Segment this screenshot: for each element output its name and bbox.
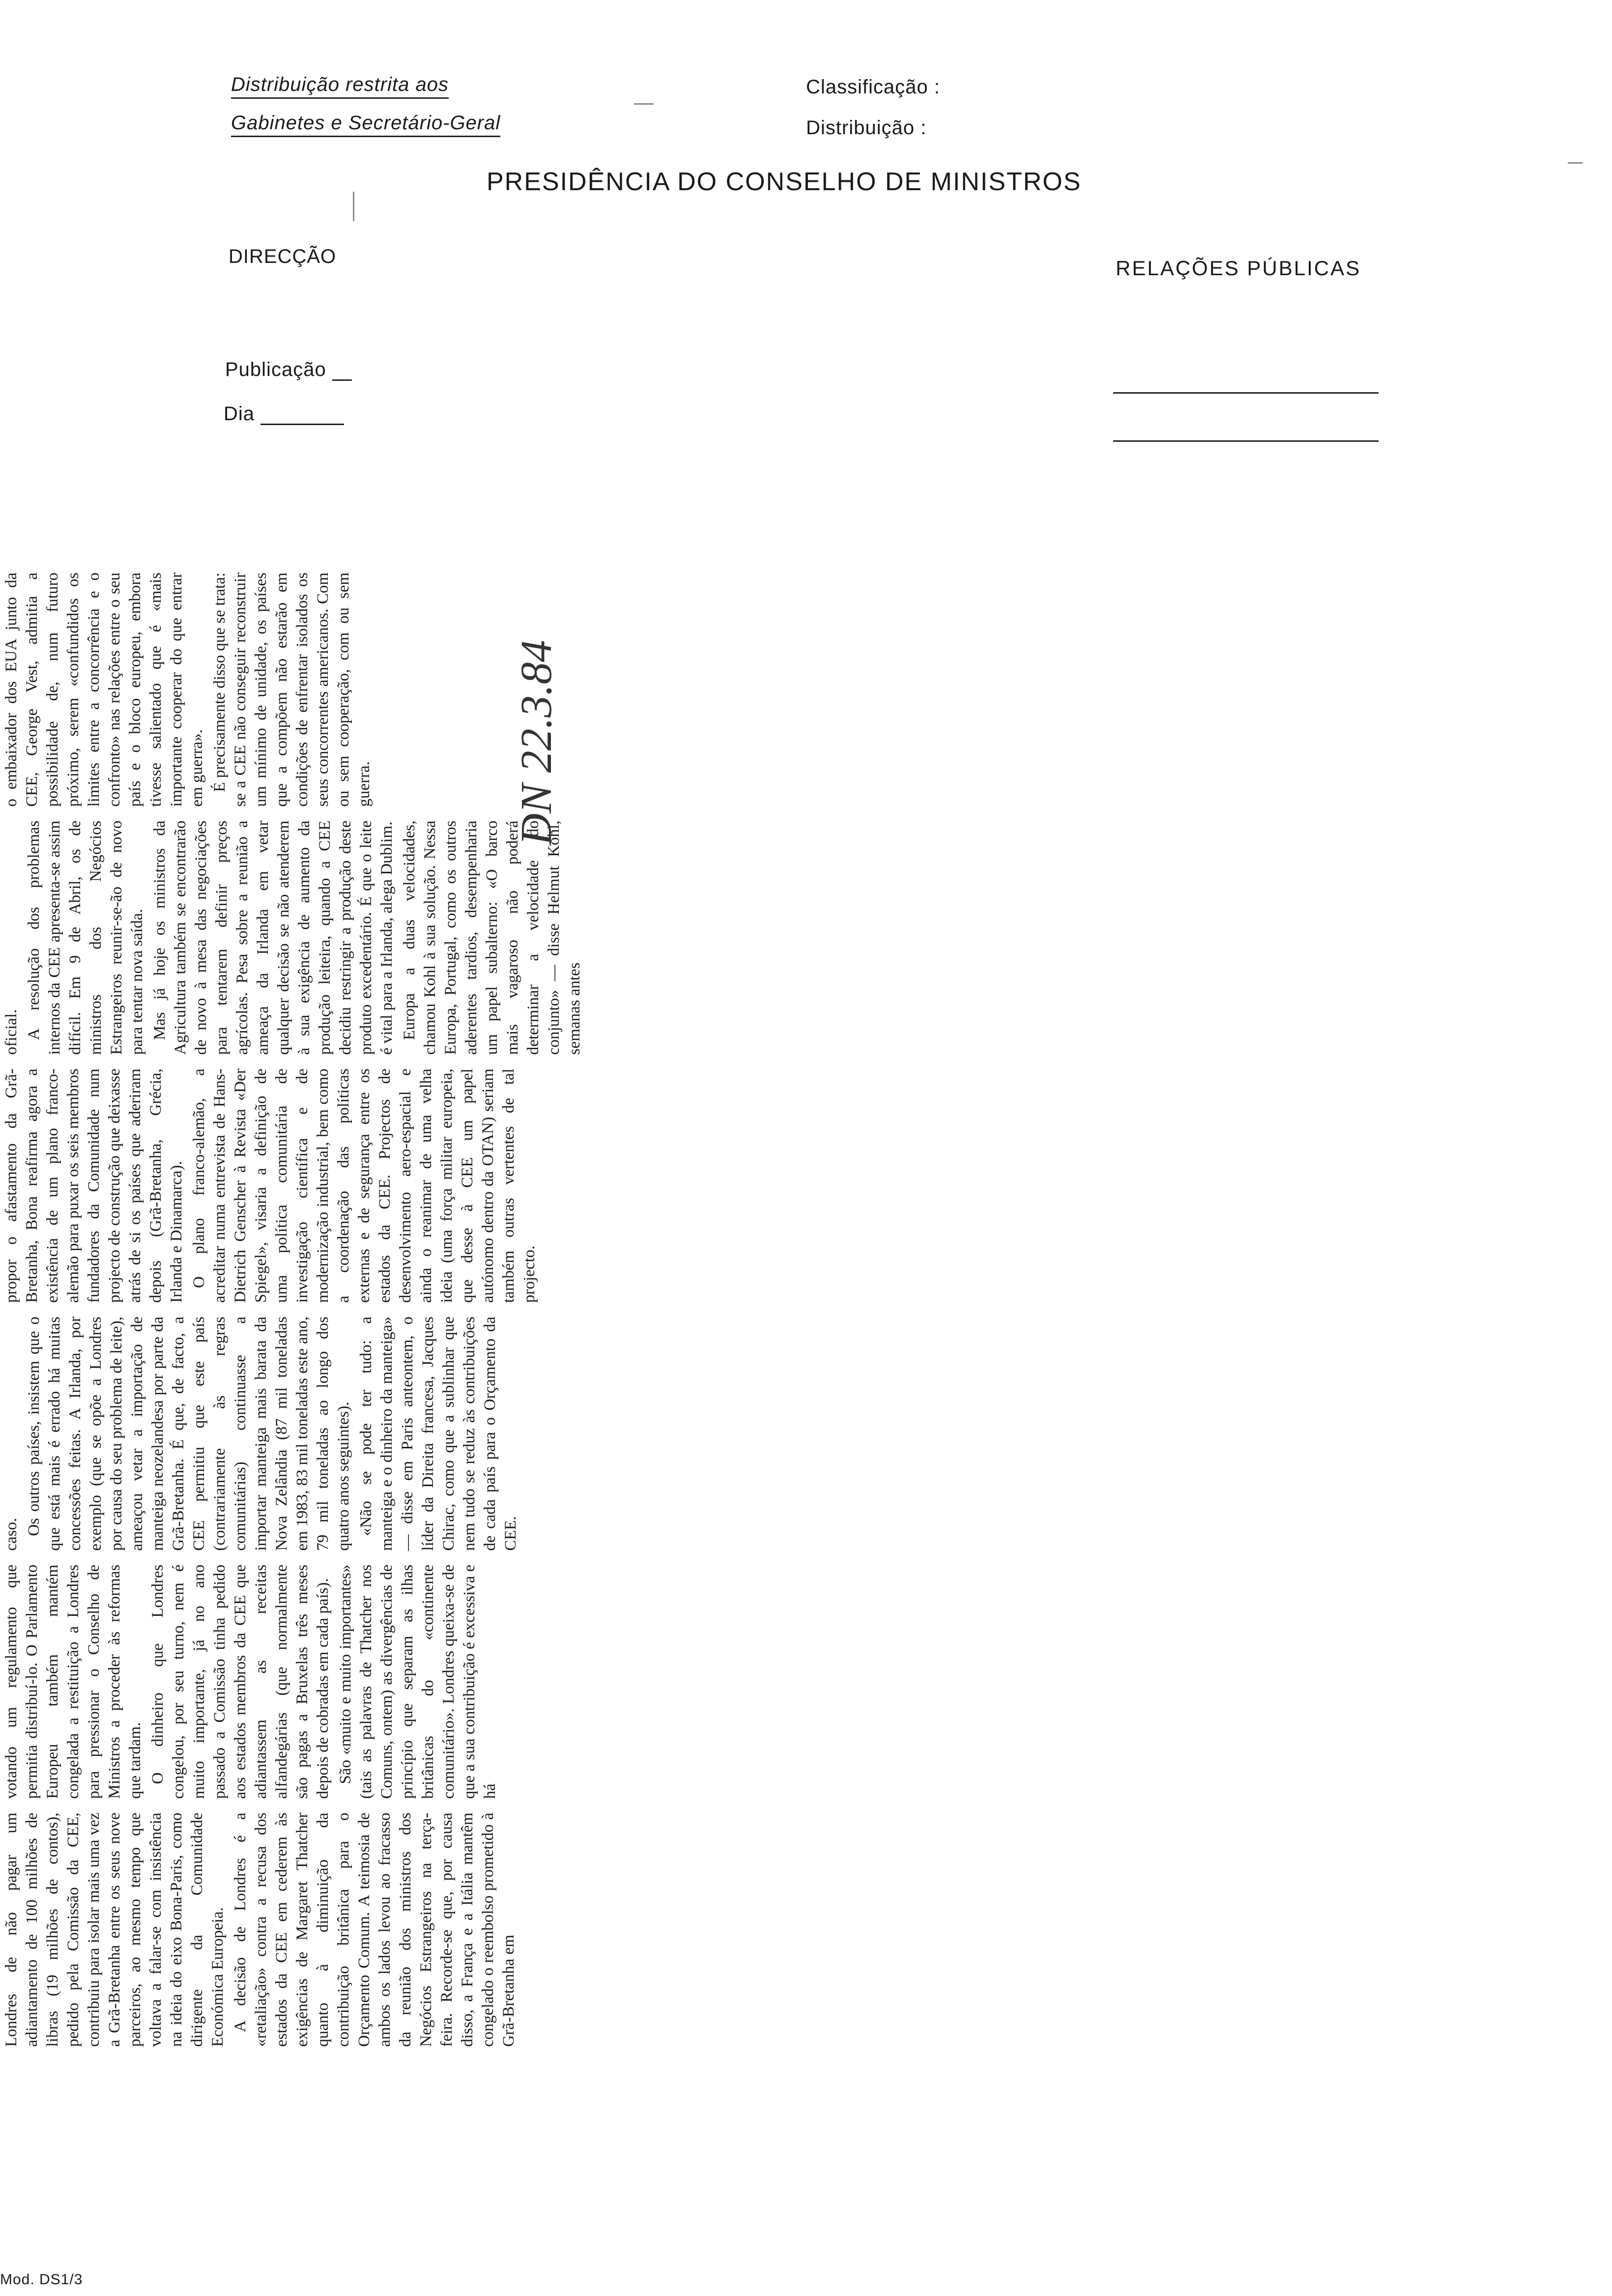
newspaper-clipping — [0, 573, 732, 2047]
publicacao-text: Publicação — [225, 359, 326, 380]
form-code: Mod. DS1/3 — [0, 2271, 83, 2288]
direccao-label — [229, 246, 336, 268]
article-column-2 — [0, 1565, 727, 1799]
article-paragraph: «Não se pode ter tudo: a manteiga e o dinheiro da manteiga» — disse em Paris anteontem, o líder da Direita francesa, Jacques Chirac, como que a sublinhar que nem tudo se reduz às contribuições de cada país para o Orçamento da CEE. — [357, 1316, 519, 1551]
article-column-5 — [0, 821, 727, 1055]
article-column-4 — [0, 1068, 727, 1303]
article-column-3 — [0, 1317, 727, 1551]
article-paragraph: oficial. — [2, 1009, 20, 1055]
relacoes-line-2 — [1113, 440, 1379, 442]
article-columns — [0, 573, 727, 2047]
dia-line — [260, 409, 344, 425]
article-paragraph: Europa a duas velocidades, chamou Kohl à sua solução. Nessa Europa, Portugal, como os outros aderentes tardios, desempenharia um papel subalterno: «O barco mais vagaroso não poderá determinar a velocidade do conjunto» — disse Helmut Kohl, semanas antes — [401, 820, 583, 1055]
article-paragraph: votando um regulamento que permitia distribuí-lo. O Parlamento Europeu também mantém congelada a restituição a Londres para pressionar o Conselho de Ministros a proceder às reformas que tardam. — [2, 1564, 144, 1799]
article-paragraph: A resolução dos problemas internos da CEE apresenta-se assim difícil. Em 9 de Abril, os de ministros dos Negócios Estrangeiros reunir-se-ão de novo para tentar nova saída. — [25, 820, 146, 1055]
article-paragraph: caso. — [2, 1518, 20, 1551]
article-paragraph: Londres de não pagar um adiantamento de 100 milhões de libras (19 milhões de contos), pedido pela Comissão da CEE, contribuiu para isolar mais uma vez a Grã-Bretanha entre os seus nove parceiros, ao mesmo tempo que voltava a falar-se com insistência na ideia do eixo Bona-Paris, como dirigente da Comunidade Económica Europeia. — [2, 1812, 227, 2047]
article-paragraph: É precisamente disso que se trata: se a CEE não conseguir reconstruir um mínimo de unidade, os países que a compõem não estarão em condições de enfrentar isolados os seus concorrentes americanos. Com ou sem cooperação, com ou sem guerra. — [211, 572, 373, 807]
direccao-text: DIRECÇÃO — [229, 246, 337, 267]
relacoes-line-1 — [1113, 392, 1379, 394]
scan-mark-left — [634, 103, 654, 105]
distribution-line-1-text: Distribuição restrita aos — [231, 74, 449, 99]
article-paragraph: propor o afastamento da Grã-Bretanha, Bona reafirma agora a existência de um plano franco-alemão para puxar os seis membros fundadores da Comunidade num projecto de construção que deixasse atrás de si os países que aderiram depois (Grã-Bretanha, Grécia, Irlanda e Dinamarca). — [2, 1068, 185, 1303]
relacoes-publicas-label: RELAÇÕES PÚBLICAS — [1116, 257, 1361, 280]
classificacao-label: Classificação : — [806, 76, 940, 98]
article-column-1 — [0, 1812, 727, 2047]
distribution-line-1 — [231, 74, 449, 96]
scan-mark-left-2 — [353, 192, 354, 221]
article-paragraph: o embaixador dos EUA junto da CEE, George Vest, admitia a possibilidade de, num futuro próximo, serem «confundidos os limites entre a concorrência e o confronto» nas relações entre o seu país e o bloco europeu, embora tivesse salientado que é «mais importante cooperar do que entrar em guerra». — [2, 572, 206, 807]
article-paragraph: O dinheiro que Londres congelou, por seu turno, nem é muito importante, já no ano passado a Comissão tinha pedido aos estados membros da CEE que adiantassem as receitas alfandegárias (que normalmente são pagas a Bruxelas três meses depois de cobradas em cada país). — [149, 1564, 332, 1799]
scan-mark-right — [1568, 162, 1583, 164]
distribution-line-2 — [231, 112, 500, 134]
article-paragraph: Os outros países, insistem que o que está mais é errado há muitas concessões feitas. A Irlanda, por exemplo (que se opõe a Londres por causa do seu problema de leite), ameaçou vetar a importação de manteiga neozelandesa por parte da Grã-Bretanha. É que, de facto, a CEE permitiu que este país (contrariamente às regras comunitárias) continuasse a importar manteiga mais barata da Nova Zelândia (87 mil toneladas em 1983, 83 mil toneladas este ano, 79 mil toneladas ao longo dos quatro anos seguintes). — [25, 1316, 352, 1551]
article-paragraph: A decisão de Londres é a «retaliação» contra a recusa dos estados da CEE em cederem às exigências de Margaret Thatcher quanto à diminuição da contribuição britânica para o Orçamento Comum. A teimosia de ambos os lados levou ao fracasso da reunião dos ministros dos Negócios Estrangeiros na terça-feira. Recorde-se que, por causa disso, a França e a Itália mantêm congelado o reembolso prometido à Grã-Bretanha em — [231, 1812, 518, 2047]
dia-text: Dia — [224, 403, 255, 425]
page-title: PRESIDÊNCIA DO CONSELHO DE MINISTROS — [487, 168, 1082, 196]
article-paragraph: O plano franco-alemão, a acreditar numa entrevista de Hans-Dietrich Genscher à Revista «Der Spiegel», visaria a definição de uma política comunitária de investigação científica e de modernização industrial, bem como a coordenação das políticas externas e de segurança entre os estados da CEE. Projectos de desenvolvimento aero-espacial e ainda o reanimar de uma velha ideia (uma força militar europeia, que desse à CEE um papel autónomo dentro da OTAN) seriam também outras vertentes de tal projecto. — [190, 1068, 538, 1303]
distribution-line-2-text: Gabinetes e Secretário-Geral — [231, 112, 500, 137]
publicacao-field — [225, 359, 352, 381]
date-stamp: DN 22.3.84 — [512, 640, 561, 845]
article-column-6 — [0, 573, 727, 807]
article-paragraph: Mas já hoje os ministros da Agricultura também se encontrarão de novo à mesa das negociações para tentarem definir preços agrícolas. Pesa sobre a reunião a ameaça da Irlanda em vetar qualquer decisão se não atenderem à sua exigência de aumento da produção leiteira, quando a CEE decidiu restringir a produção deste produto excedentário. É que o leite é vital para a Irlanda, alega Dublim. — [151, 820, 396, 1055]
dia-field — [224, 403, 344, 425]
distribuicao-label: Distribuição : — [806, 117, 927, 139]
publicacao-line — [332, 365, 352, 381]
article-paragraph: São «muito e muito importantes» (tais as palavras de Thatcher nos Comuns, ontem) as divergências de princípio que separam as ilhas britânicas do «continente comunitário». Londres queixa-se de que a sua contribuição é excessiva e há — [337, 1564, 499, 1799]
